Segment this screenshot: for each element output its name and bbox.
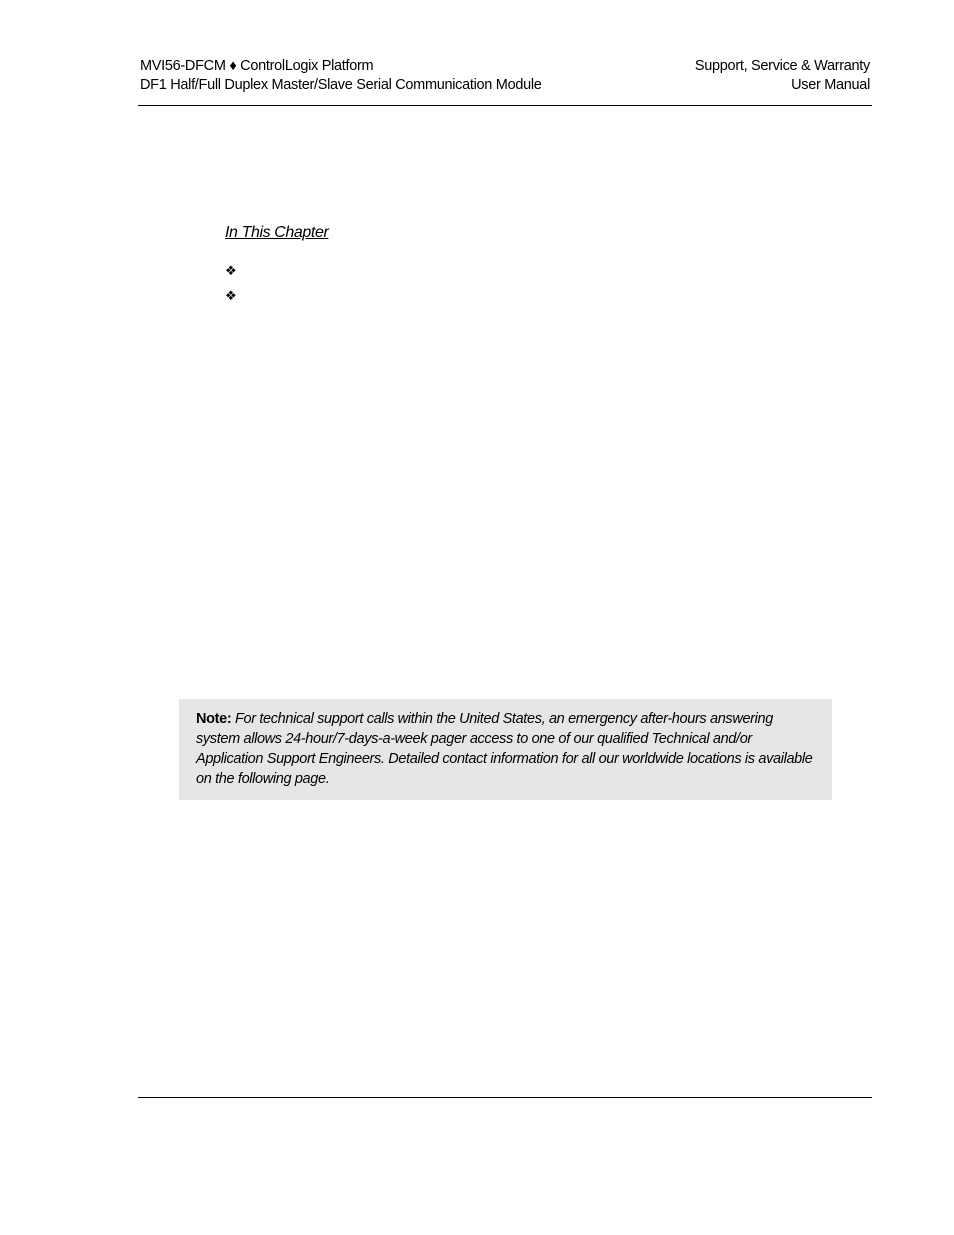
chapter-contents-list [225, 262, 237, 312]
list-item [225, 287, 237, 312]
footer-divider [138, 1097, 872, 1098]
bullet-icon: ❖ [225, 288, 237, 303]
note-text: For technical support calls within the United States, an emergency after-hours answering system allows 24-hour/7-days-a-week pager access to one of our qualified Technical and/or Application Support Engineers. Detailed contact information for all our worldwide locations is available on the following page. [196, 711, 813, 787]
header-module-description: DF1 Half/Full Duplex Master/Slave Serial Communication Module [140, 77, 542, 93]
header-section-title: Support, Service & Warranty [694, 58, 870, 74]
header-document-type: User Manual [791, 77, 870, 93]
header-left [140, 57, 542, 95]
bullet-icon: ❖ [225, 263, 237, 278]
chapter-contents-heading: In This Chapter [225, 224, 329, 241]
list-item [225, 262, 237, 287]
note-box [179, 699, 832, 800]
header-right [695, 57, 870, 95]
header-divider [138, 105, 872, 106]
header-product-line: MVI56-DFCM ♦ ControlLogix Platform [140, 58, 374, 74]
note-label: Note: [196, 711, 232, 727]
